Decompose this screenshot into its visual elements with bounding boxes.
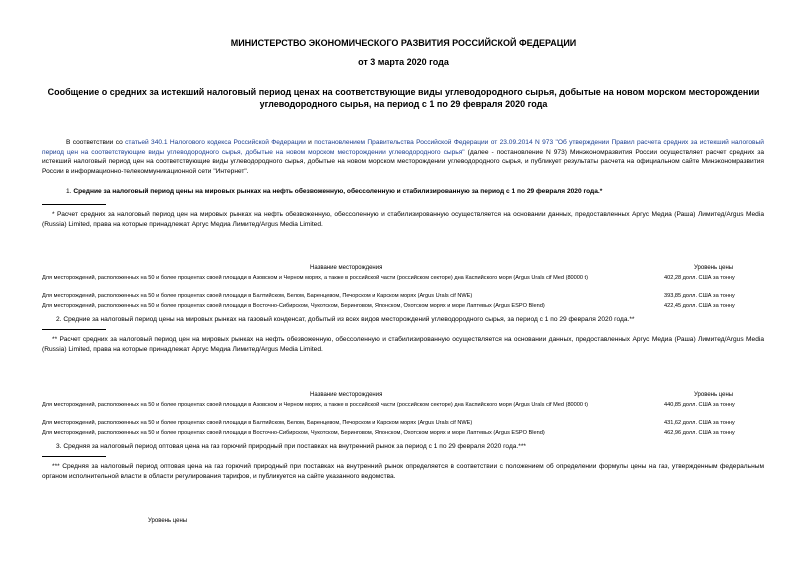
field-name: Для месторождений, расположенных на 50 и более процентах своей площади в Азовском и Черном морях, а также в российской части (российском секторе) дна Каспийского моря (Argus Urals cif Med (80000 t)	[42, 402, 588, 408]
document-title-line1: Сообщение о средних за истекший налоговый период ценах на соответствующие виды углеводородного сырья, добытые на новом морском месторождении	[47, 87, 760, 97]
footnote-divider	[42, 204, 106, 205]
section-1-text: Средние за налоговый период цены на мировых рынках на нефть обезвоженную, обессоленную и стабилизированную за период с 1 по 29 февраля 2020 года.*	[73, 188, 603, 195]
price-value: 431,62 долл. США за тонну	[664, 420, 735, 426]
footnote-divider	[42, 456, 106, 457]
section-1-number: 1.	[66, 188, 72, 195]
column-header-price: Уровень цены	[694, 265, 734, 271]
section-3-heading: 3. Средняя за налоговый период оптовая цена на газ горючий природный при поставках на внутренний рынок за период с 1 по 29 февраля 2020 года.***	[56, 443, 526, 450]
field-name: Для месторождений, расположенных на 50 и более процентах своей площади в Восточно-Сибирском, Чукотском, Беринговом, Японском, Охотском морях и море Лаптевых (Argus ESPO Blend)	[42, 430, 545, 436]
section-1-heading	[66, 187, 766, 197]
field-name: Для месторождений, расположенных на 50 и более процентах своей площади в Азовском и Черном морях, а также в российской части (российском секторе) дна Каспийского моря (Argus Urals cif Med (80000 t)	[42, 275, 588, 281]
intro-paragraph	[42, 138, 764, 176]
footnote-divider	[42, 329, 106, 330]
section-1-footnote: * Расчет средних за налоговый период цен на мировых рынках на нефть обезвоженную, обессоленную и стабилизированную осуществляется на основании данных, предоставленных Аргус Медиа (Раша) Лимитед/Argus Media (Russia) Limited, права на которые принадлежат Аргус Медиа Лимитед/Argus Media Limited.	[42, 211, 764, 228]
ministry-heading: МИНИСТЕРСТВО ЭКОНОМИЧЕСКОГО РАЗВИТИЯ РОССИЙСКОЙ ФЕДЕРАЦИИ	[230, 38, 577, 48]
field-name: Для месторождений, расположенных на 50 и более процентах своей площади в Восточно-Сибирском, Чукотском, Беринговом, Японском, Охотском морях и море Лаптевых (Argus ESPO Blend)	[42, 303, 545, 309]
price-value: 440,85 долл. США за тонну	[664, 402, 735, 408]
section-2-footnote: ** Расчет средних за налоговый период цен на мировых рынках на нефть обезвоженную, обессоленную и стабилизированную осуществляется на основании данных, предоставленных Аргус Медиа (Раша) Лимитед/Argus Media (Russia) Limited, права на которые принадлежат Аргус Медиа Лимитед/Argus Media Limited.	[42, 336, 764, 353]
intro-mid: и	[305, 139, 315, 146]
price-value: 393,85 долл. США за тонну	[664, 293, 735, 299]
gas-condensate-price-table	[42, 392, 764, 442]
column-header-price: Уровень цены	[694, 392, 734, 398]
column-header-name: Название месторождения	[310, 392, 383, 398]
section-2-heading: 2. Средние за налоговый период цены на мировых рынках на газовый конденсат, добытый из всех видов месторождений углеводородного сырья, за период с 1 по 29 февраля 2020 года.**	[56, 316, 635, 323]
column-header-name: Название месторождения	[310, 265, 383, 271]
field-name: Для месторождений, расположенных на 50 и более процентах своей площади в Балтийском, Белом, Баренцевом, Печорском и Карском морях (Argus Urals cif NWE)	[42, 420, 473, 426]
price-value: 402,28 долл. США за тонну	[664, 275, 735, 281]
intro-suffix: (далее - постановление N 973) Минэкономразвития России осуществляет расчет средних за истекший налоговый период цен на соответствующие виды углеводородного сырья, добытые на новом морском месторождении углеводородного сырья, и публикует результаты расчета на официальном сайте Минэкономразвития России в информационно-телекоммуникационной сети "Интернет".	[42, 148, 764, 175]
tax-code-link[interactable]: статьей 340.1 Налогового кодекса Российской Федерации	[125, 139, 306, 146]
document-title-line2: углеводородного сырья, на период с 1 по 29 февраля 2020 года	[259, 99, 548, 109]
intro-prefix: В соответствии со	[66, 139, 126, 146]
government-decree-link[interactable]: постановлением Правительства Российской Федерации от 23.09.2014 N 973 "Об утверждении Правил расчета средних за истекший налоговый период цен на соответствующие виды углеводородного сырья, добытые на новом морском месторождении углеводородного сырья"	[42, 139, 764, 156]
crude-oil-price-table	[42, 265, 764, 315]
price-value: 422,45 долл. США за тонну	[664, 303, 735, 309]
price-value: 462,96 долл. США за тонну	[664, 430, 735, 436]
field-name: Для месторождений, расположенных на 50 и более процентах своей площади в Балтийском, Белом, Баренцевом, Печорском и Карском морях (Argus Urals cif NWE)	[42, 293, 473, 299]
section-3-footnote: *** Средняя за налоговый период оптовая цена на газ горючий природный при поставках на внутренний рынок определяется в соответствии с положением об определении формулы цены на газ, утвержденным федеральным органом исполнительной власти в области регулирования тарифов, и публикуется на сайте указанного ведомства.	[42, 463, 764, 480]
bottom-price-label: Уровень цены	[148, 518, 188, 524]
document-title	[0, 86, 807, 110]
document-date: от 3 марта 2020 года	[358, 57, 449, 67]
